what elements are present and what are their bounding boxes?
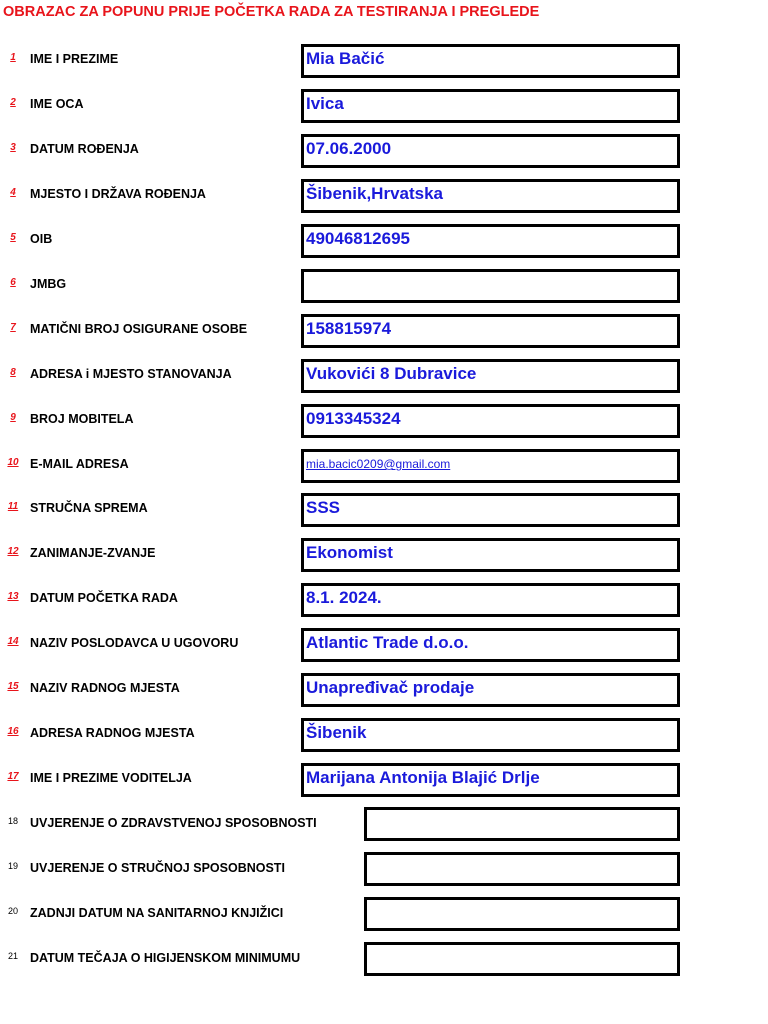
jmbg-field[interactable]	[301, 269, 680, 303]
health-certificate-field[interactable]	[364, 807, 680, 841]
field-value: Vukovići 8 Dubravice	[306, 364, 477, 383]
birth-place-field[interactable]	[301, 179, 680, 213]
field-label: IME I PREZIME VODITELJA	[30, 771, 192, 785]
field-value: Mia Bačić	[306, 49, 385, 68]
field-label: BROJ MOBITELA	[30, 412, 134, 426]
field-value: Ekonomist	[306, 543, 393, 562]
field-label: STRUČNA SPREMA	[30, 501, 148, 515]
field-number: 2	[10, 97, 16, 108]
field-number: 3	[10, 142, 16, 153]
sanitary-booklet-date-field[interactable]	[364, 897, 680, 931]
field-label: UVJERENJE O ZDRAVSTVENOJ SPOSOBNOSTI	[30, 816, 317, 830]
field-label: MATIČNI BROJ OSIGURANE OSOBE	[30, 322, 248, 336]
field-label: DATUM POČETKA RADA	[30, 591, 178, 605]
employer-field[interactable]	[301, 628, 680, 662]
field-label: ADRESA i MJESTO STANOVANJA	[30, 367, 232, 381]
field-number: 11	[7, 501, 19, 512]
field-label: IME OCA	[30, 97, 84, 111]
field-label: MJESTO I DRŽAVA ROĐENJA	[30, 187, 206, 201]
address-field[interactable]	[301, 359, 680, 393]
field-label: OIB	[30, 232, 53, 246]
work-address-field[interactable]	[301, 718, 680, 752]
email-link[interactable]: mia.bacic0209@gmail.com	[306, 457, 451, 471]
field-value: Ivica	[306, 94, 344, 113]
mobile-field[interactable]	[301, 404, 680, 438]
field-number: 19	[7, 861, 18, 871]
field-value: Unapređivač prodaje	[306, 678, 475, 697]
field-label: NAZIV POSLODAVCA U UGOVORU	[30, 636, 239, 650]
field-label: E-MAIL ADRESA	[30, 457, 129, 471]
field-number: 4	[10, 187, 16, 198]
field-value: Šibenik,Hrvatska	[306, 184, 444, 203]
field-label: IME I PREZIME	[30, 52, 119, 66]
field-value: Atlantic Trade d.o.o.	[306, 633, 469, 652]
field-number: 21	[7, 951, 18, 961]
field-label: DATUM ROĐENJA	[30, 142, 139, 156]
field-number: 10	[7, 457, 19, 468]
field-value: 49046812695	[306, 229, 411, 248]
field-number: 18	[7, 816, 18, 826]
field-number: 9	[10, 412, 16, 423]
name-field[interactable]	[301, 44, 680, 78]
field-value: 8.1. 2024.	[306, 588, 382, 607]
field-value: SSS	[306, 498, 341, 517]
field-number: 17	[7, 771, 19, 782]
field-label: DATUM TEČAJA O HIGIJENSKOM MINIMUMU	[30, 951, 301, 965]
field-label: UVJERENJE O STRUČNOJ SPOSOBNOSTI	[30, 861, 285, 875]
form-title: OBRAZAC ZA POPUNU PRIJE POČETKA RADA ZA TESTIRANJA I PREGLEDE	[3, 4, 540, 20]
field-value: 0913345324	[306, 409, 401, 428]
insured-number-field[interactable]	[301, 314, 680, 348]
manager-name-field[interactable]	[301, 763, 680, 797]
father-name-field[interactable]	[301, 89, 680, 123]
field-value: Marijana Antonija Blajić Drlje	[306, 768, 540, 787]
field-label: ZADNJI DATUM NA SANITARNOJ KNJIŽICI	[30, 906, 284, 920]
field-number: 15	[7, 681, 19, 692]
field-number: 1	[10, 52, 16, 63]
field-label: NAZIV RADNOG MJESTA	[30, 681, 180, 695]
oib-field[interactable]	[301, 224, 680, 258]
field-label: ZANIMANJE-ZVANJE	[30, 546, 156, 560]
hygiene-course-date-field[interactable]	[364, 942, 680, 976]
field-number: 5	[10, 232, 16, 243]
occupation-field[interactable]	[301, 538, 680, 572]
field-label: ADRESA RADNOG MJESTA	[30, 726, 195, 740]
start-date-field[interactable]	[301, 583, 680, 617]
field-number: 13	[7, 591, 19, 602]
professional-certificate-field[interactable]	[364, 852, 680, 886]
job-title-field[interactable]	[301, 673, 680, 707]
birth-date-field[interactable]	[301, 134, 680, 168]
field-number: 6	[10, 277, 16, 288]
field-value: Šibenik	[306, 723, 367, 742]
field-value: 158815974	[306, 319, 392, 338]
field-value: 07.06.2000	[306, 139, 392, 158]
education-field[interactable]	[301, 493, 680, 527]
field-number: 16	[7, 726, 19, 737]
field-number: 20	[7, 906, 18, 916]
field-number: 12	[7, 546, 19, 557]
email-field[interactable]	[301, 449, 680, 483]
field-number: 14	[7, 636, 19, 647]
field-number: 7	[10, 322, 16, 333]
field-row	[0, 951, 768, 996]
field-number: 8	[10, 367, 16, 378]
field-label: JMBG	[30, 277, 67, 291]
